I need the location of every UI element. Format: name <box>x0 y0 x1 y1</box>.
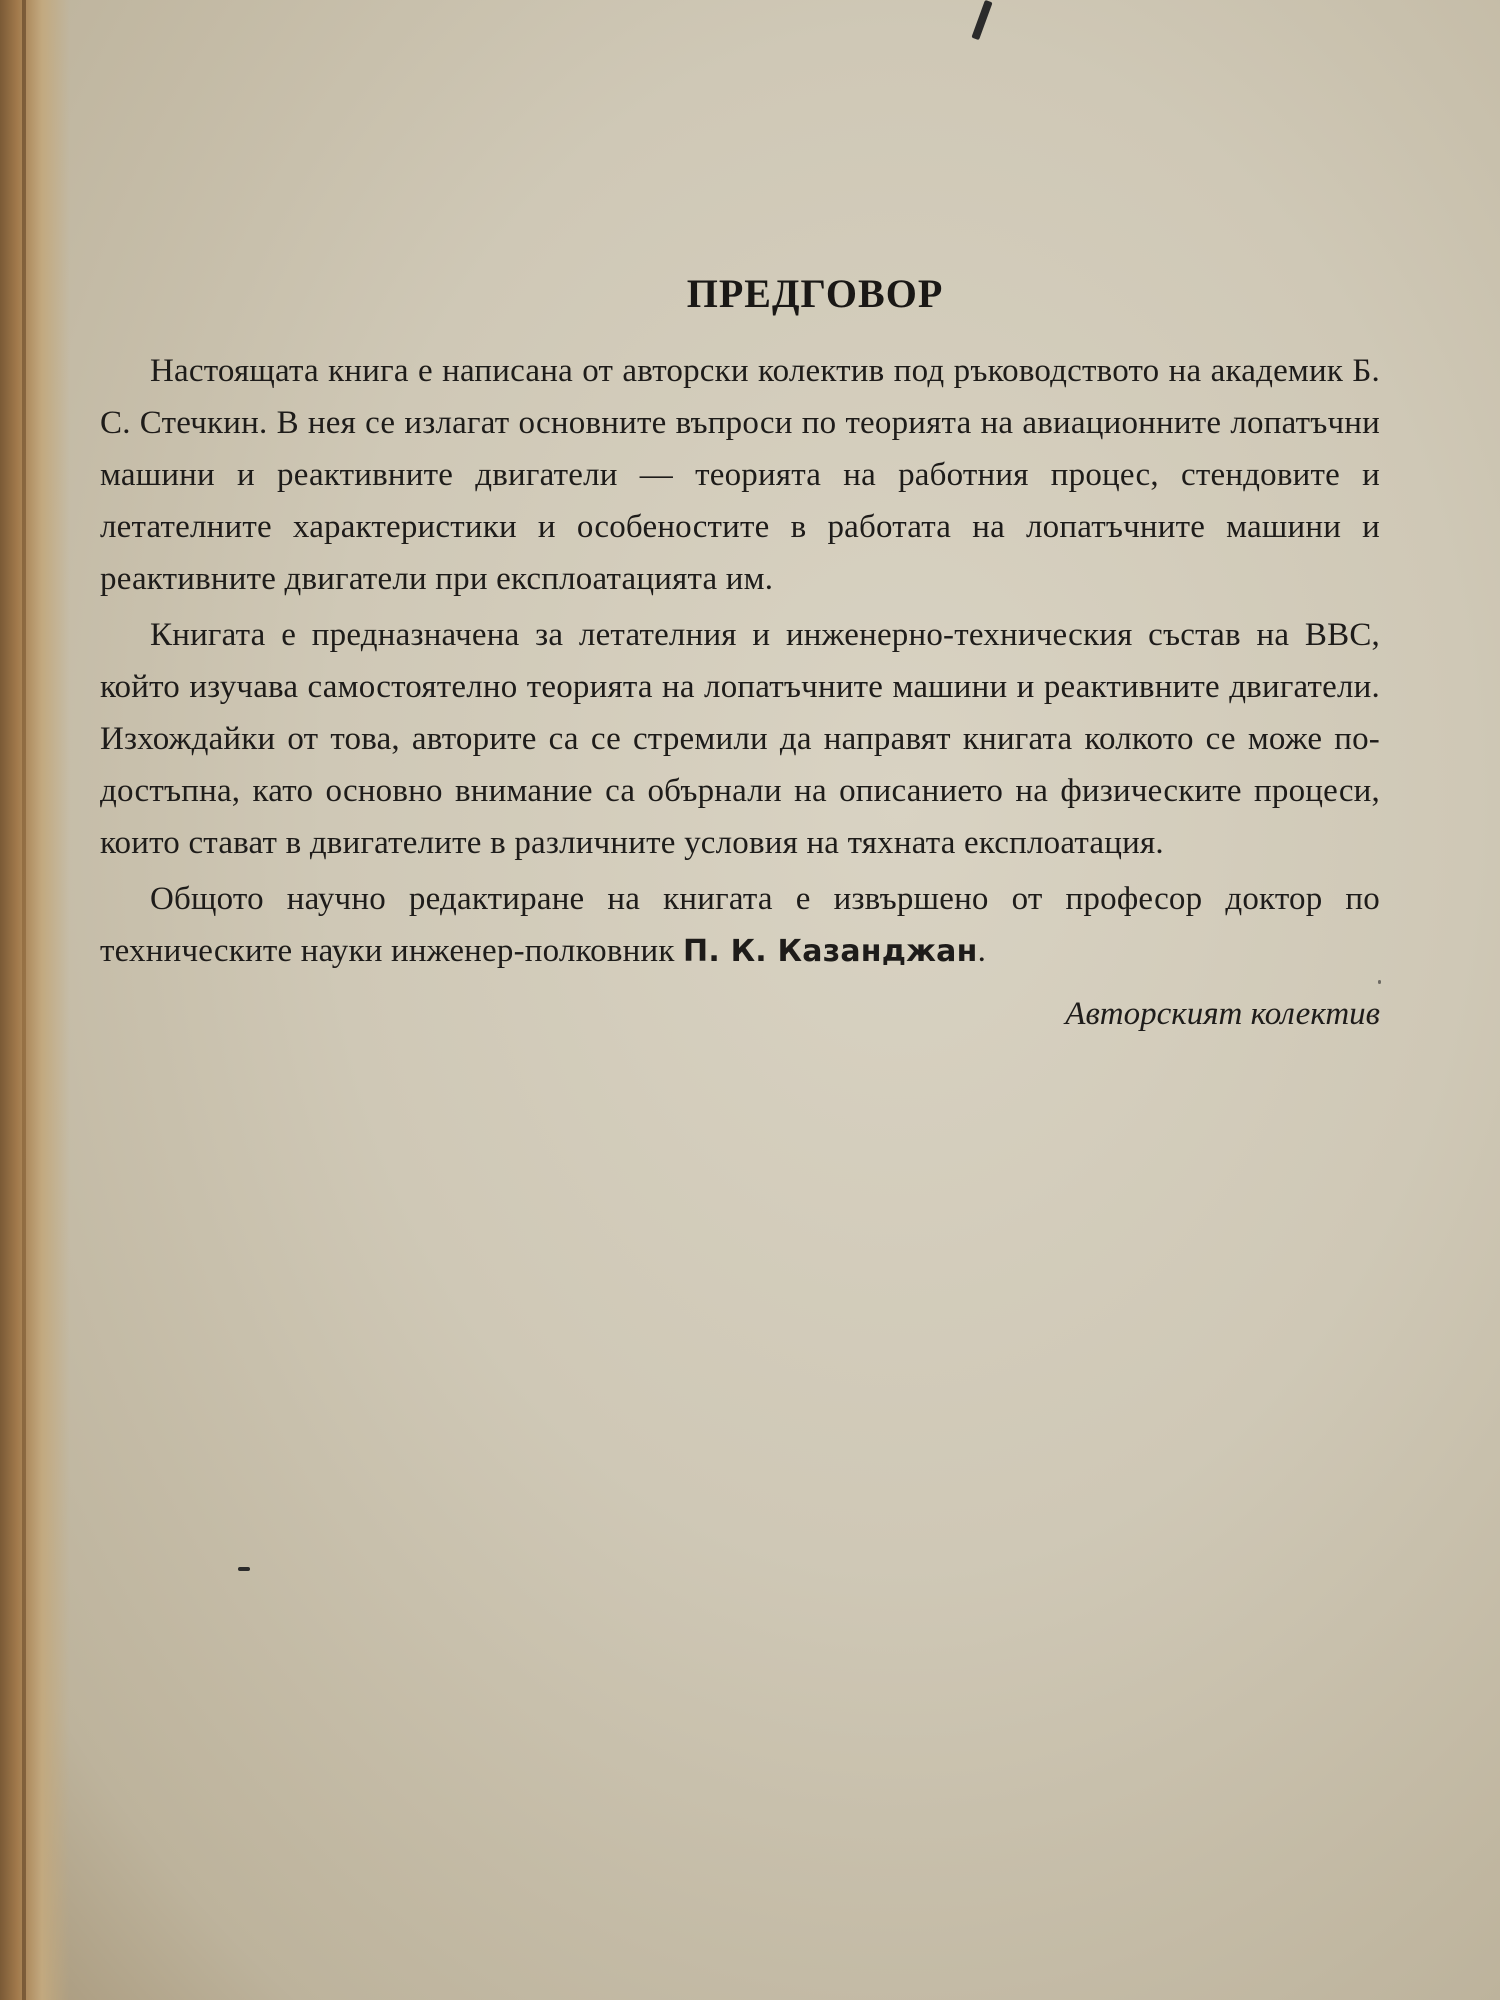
paragraph-3-end: . <box>977 933 987 969</box>
page-title: ПРЕДГОВОР <box>686 271 944 316</box>
book-spine-edge <box>22 0 26 2000</box>
editor-name: П. К. Казанджан <box>683 934 978 969</box>
paragraph-1: Настоящата книга е написана от авторски колектив под ръководството на академик Б. С. Стечкин. В нея се излагат основните въпроси по теорията на авиационните лопатъчни машини и реактивните двигатели — теорията на работния процес, стендовите и летателните характеристики и особеностите в работата на лопатъчните машини и реактивните двигатели при експлоатацията им. <box>100 353 1380 597</box>
paragraph-2: Книгата е предназначена за летателния и инженерно-техническия състав на ВВС, който изучава самостоятелно теорията на лопатъчните машини и реактивните двигатели. Изхождайки от това, авторите са се стремили да направят книгата колкото се може по-достъпна, като основно внимание са обърнали на описанието на физическите процеси, които стават в двигателите в различните условия на тяхната експлоатация. <box>100 617 1380 861</box>
paragraph-3-text: Общото научно редактиране на книгата е извършено от професор доктор по техническите науки инженер-полковник <box>100 881 1380 969</box>
ink-mark <box>971 0 992 40</box>
paragraph-3 <box>100 873 1380 978</box>
preface-content <box>100 270 1380 1033</box>
book-spine-shadow <box>0 0 70 2000</box>
signature: Авторският колектив <box>1065 996 1380 1032</box>
ink-speck <box>238 1567 250 1571</box>
